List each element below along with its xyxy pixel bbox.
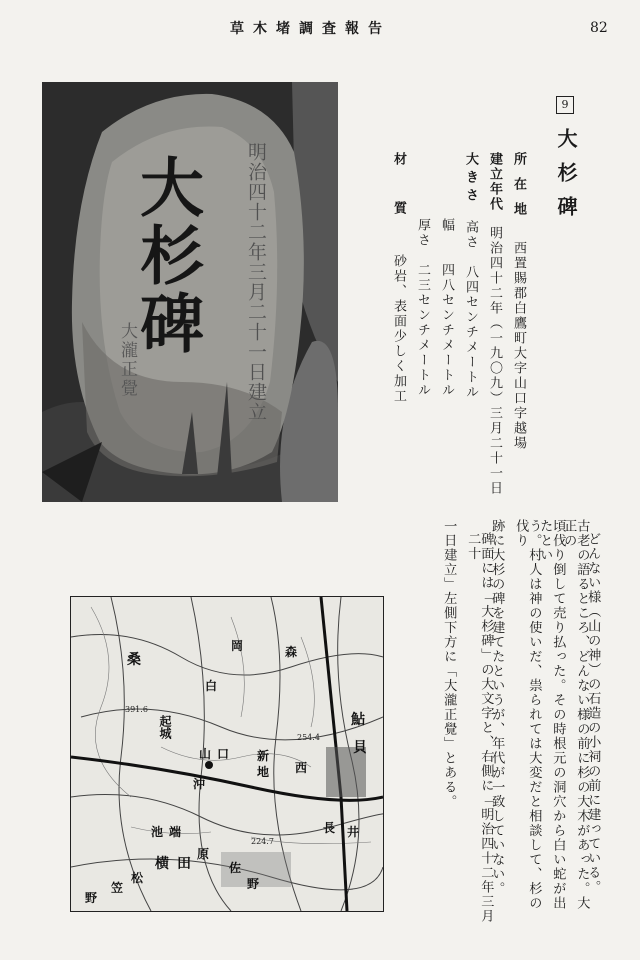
- monument-inscription-left: 大瀧正覺: [117, 322, 137, 398]
- map-place-label: 井: [347, 825, 360, 839]
- running-header: 草木堵調査報告: [230, 21, 391, 37]
- spec-value: 西置賜郡白鷹町大字山口字越場: [511, 241, 526, 451]
- map-place-label: 森: [285, 645, 298, 659]
- monument-inscription-side: 明治四十二年三月二十一日建立: [245, 142, 267, 422]
- spec-row: [464, 152, 477, 400]
- spec-row: [488, 152, 501, 496]
- map-place-label: 新: [257, 749, 270, 763]
- location-map: [70, 596, 384, 912]
- body-paragraph-line: 碑面には「大杉碑」の大文字と、右側に「明治四十二年三月二十: [465, 532, 494, 924]
- entry-title: 大杉碑: [554, 128, 578, 230]
- body-paragraph-line: 跡に大杉の碑を建てたというが、年代が一致していない。: [489, 519, 505, 896]
- map-place-label: 西: [295, 761, 308, 775]
- map-place-label: 池: [151, 825, 164, 839]
- map-elevation-number: 391.6: [125, 705, 148, 714]
- body-paragraph-line: 古老の語るところ、どんない様の前に杉の大木があった。大正の: [561, 519, 590, 911]
- monument-photo: [42, 82, 338, 502]
- monument-inscription-main: 大杉碑: [129, 154, 204, 358]
- spec-label: 大きさ: [463, 152, 478, 206]
- spec-value: 幅 四八センチメートル: [439, 218, 454, 398]
- spec-value: 高さ 八四センチメートル: [463, 220, 478, 400]
- map-elevation-number: 224.7: [251, 837, 274, 846]
- map-place-label: 山: [199, 747, 212, 761]
- map-place-label: 白: [205, 679, 218, 693]
- spec-row: [416, 218, 429, 398]
- map-place-label-vertical: 起城: [158, 715, 172, 739]
- map-place-label: 岡: [231, 639, 244, 653]
- map-place-label: 松: [131, 871, 144, 885]
- spec-value: 厚さ 二三センチメートル: [415, 218, 430, 398]
- map-place-label: 田: [177, 856, 191, 872]
- entry-number-box: 9: [556, 96, 574, 114]
- map-place-label: 口: [217, 747, 230, 761]
- map-place-label: 端: [169, 825, 182, 839]
- body-paragraph-line: 頃伐り倒して売り払った。その時根元の洞穴から白い蛇が出たとい: [537, 519, 566, 911]
- map-place-label: 野: [85, 891, 98, 905]
- map-place-label: 原: [197, 847, 210, 861]
- map-place-label: 地: [257, 765, 270, 779]
- map-place-label: 貝: [353, 740, 367, 756]
- map-place-label: 野: [247, 877, 260, 891]
- map-place-label: 桑: [127, 652, 141, 668]
- map-place-label: 沖: [193, 777, 206, 791]
- spec-label: 材質: [391, 152, 406, 250]
- map-place-label: 長: [323, 821, 336, 835]
- spec-value: 明治四十二年（一九〇九）三月二十一日: [487, 226, 502, 496]
- page-number: 82: [590, 20, 608, 36]
- map-elevation-number: 254.4: [297, 733, 320, 742]
- map-place-label: 佐: [229, 861, 242, 875]
- body-paragraph-line: う。村人は神の使いだ、祟られては大変だと相談して、杉の伐り: [513, 519, 542, 911]
- spec-label: 建立年代: [487, 152, 502, 212]
- spec-value: 砂岩、表面少しく加工: [391, 254, 406, 404]
- map-place-label: 横: [155, 856, 169, 872]
- spec-row: [512, 152, 525, 451]
- spec-row: [392, 152, 405, 404]
- spec-row: [440, 218, 453, 398]
- body-paragraph-line: 一日建立」左側下方に「大瀧正覺」とある。: [441, 519, 457, 809]
- body-paragraph-line: どんない様（山の神）の石造の小祠の前に建っている。: [585, 532, 601, 895]
- map-place-label: 鮎: [351, 712, 365, 728]
- spec-label: 所在地: [511, 152, 526, 227]
- map-place-label: 笠: [111, 881, 124, 895]
